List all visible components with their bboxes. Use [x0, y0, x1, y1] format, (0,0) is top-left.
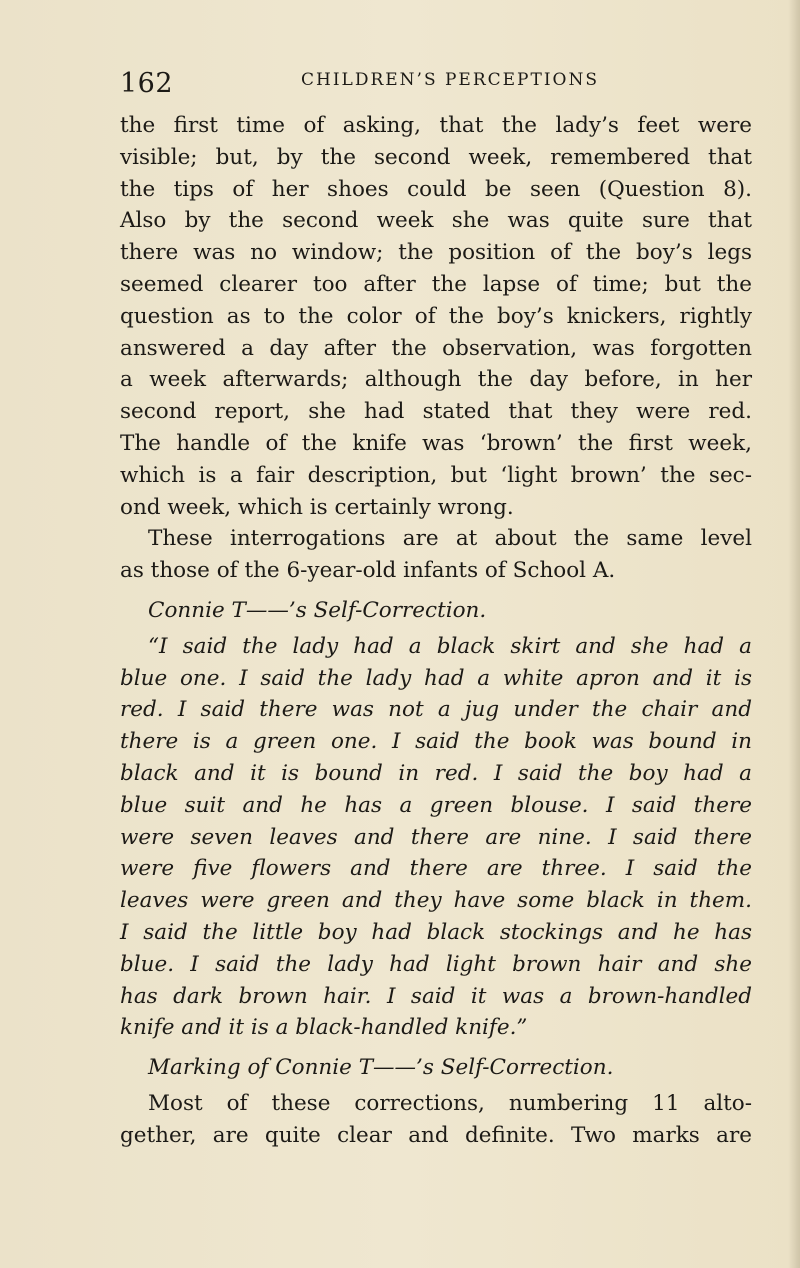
quote-line: blue. I said the lady had light brown hair and she	[120, 951, 752, 977]
page-body	[120, 110, 752, 1152]
text-line: Most of these corrections, numbering 11 alto-	[148, 1090, 752, 1116]
quote-line: blue suit and he has a green blouse. I said there	[120, 792, 752, 818]
section-heading-marking: Marking of Connie T——’s Self-Correction.	[148, 1055, 614, 1081]
section-heading-self-correction: Connie T——’s Self-Correction.	[148, 597, 487, 623]
paragraph-marking	[120, 1088, 752, 1152]
text-line: the tips of her shoes could be seen (Question 8).	[120, 176, 752, 202]
text-line: Also by the second week she was quite sure that	[120, 208, 752, 234]
quote-line: blue one. I said the lady had a white apron and it is	[120, 665, 752, 691]
text-line: second report, she had stated that they were red.	[120, 399, 752, 425]
quote-line: I said the little boy had black stockings and he has	[120, 919, 752, 945]
paragraph-observation	[120, 110, 752, 523]
text-line: the first time of asking, that the lady’s feet were	[120, 113, 752, 138]
text-line: there was no window; the position of the boy’s legs	[120, 240, 752, 266]
text-line: gether, are quite clear and definite. Two marks are	[120, 1122, 752, 1148]
running-head: CHILDREN’S PERCEPTIONS	[300, 70, 600, 90]
text-line: which is a fair description, but ‘light brown’ the sec-	[120, 462, 752, 488]
page-number: 162	[120, 68, 174, 99]
quote-line: “I said the lady had a black skirt and she had a	[148, 633, 752, 659]
quote-line: knife and it is a black-handled knife.”	[120, 1015, 528, 1041]
quote-line: were five flowers and there are three. I said the	[120, 856, 752, 882]
text-line: question as to the color of the boy’s knickers, rightly	[120, 303, 752, 329]
quote-block	[120, 631, 752, 1044]
page-header	[120, 68, 740, 100]
text-line: seemed clearer too after the lapse of time; but the	[120, 271, 752, 297]
quote-line: red. I said there was not a jug under the chair and	[120, 697, 752, 723]
quote-line: there is a green one. I said the book was bound in	[120, 729, 752, 755]
quote-line: has dark brown hair. I said it was a brown-handled	[120, 983, 752, 1009]
page-edge-shadow	[788, 0, 800, 1268]
quote-line: leaves were green and they have some black in them.	[120, 888, 752, 914]
text-line: These interrogations are at about the same level	[148, 526, 752, 552]
quote-line: were seven leaves and there are nine. I said there	[120, 824, 752, 850]
quote-line: black and it is bound in red. I said the boy had a	[120, 760, 752, 786]
text-line: ond week, which is certainly wrong.	[120, 494, 514, 520]
text-line: as those of the 6-year-old infants of School A.	[120, 558, 616, 584]
text-line: visible; but, by the second week, remembered that	[120, 144, 752, 170]
text-line: answered a day after the observation, was forgotten	[120, 335, 752, 361]
text-line: a week afterwards; although the day before, in her	[120, 367, 752, 393]
text-line: The handle of the knife was ‘brown’ the first week,	[120, 430, 752, 456]
paragraph-interrogations	[120, 523, 752, 587]
